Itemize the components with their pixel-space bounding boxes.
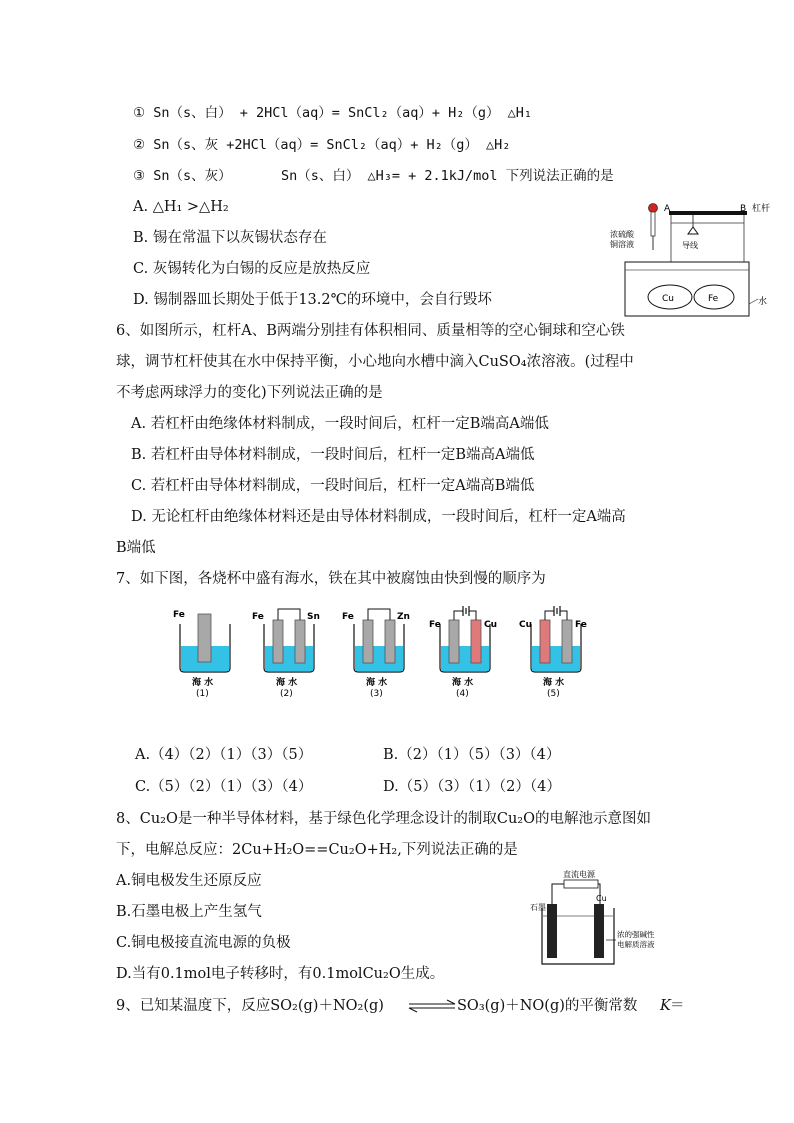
beaker-2-liquid: 海 水	[276, 678, 298, 688]
q6-option-d-line-2: B端低	[116, 540, 156, 556]
beaker-4-liquid: 海 水	[452, 678, 474, 688]
q7-option-b: B.（2）（1）（5）（3）（4）	[383, 747, 561, 763]
beaker-1	[173, 610, 230, 698]
q8-option-b: B.石墨电极上产生氢气	[116, 904, 262, 920]
beaker-5-left-label: Cu	[519, 620, 533, 630]
q7-option-a: A.（4）（2）（1）（3）（5）	[135, 747, 313, 763]
q5-option-b: B. 锡在常温下以灰锡状态存在	[133, 230, 327, 246]
lever-label-lever: 杠杆	[752, 204, 771, 214]
beakers-figure	[170, 606, 600, 698]
lever-label-cuso4-1: 浓硫酸	[610, 230, 634, 239]
beaker-3-number: (3)	[370, 689, 383, 698]
electrolysis-graphite-label: 石墨	[530, 903, 546, 912]
q6-stem-line-2: 球，调节杠杆使其在水中保持平衡，小心地向水槽中滴入CuSO₄浓溶液。(过程中	[116, 354, 634, 370]
q7-stem: 7、如下图，各烧杯中盛有海水，铁在其中被腐蚀由快到慢的顺序为	[116, 571, 546, 587]
q6-option-a: A. 若杠杆由绝缘体材料制成，一段时间后，杠杆一定B端高A端低	[131, 416, 549, 432]
q8-stem-line-2: 下，电解总反应：2Cu+H₂O==Cu₂O+H₂,下列说法正确的是	[116, 842, 518, 858]
beaker-1-liquid: 海 水	[192, 678, 214, 688]
beaker-5-right-label: Fe	[575, 620, 587, 630]
beaker-3-right-label: Zn	[397, 612, 410, 622]
lever-label-wire: 导线	[682, 241, 698, 250]
beaker-4-number: (4)	[456, 689, 469, 698]
equilibrium-arrow-icon	[407, 999, 457, 1013]
q8-option-c: C.铜电极接直流电源的负极	[116, 935, 291, 951]
q9-stem-part-2: SO₃(g)＋NO(g)的平衡常数	[457, 998, 638, 1014]
q9-k-symbol: K	[660, 998, 671, 1014]
reaction-3-left: ③ Sn（s、灰）	[133, 168, 232, 184]
q7-option-c: C.（5）（2）（1）（3）（4）	[135, 779, 313, 795]
beaker-2-right-label: Sn	[307, 612, 320, 622]
lever-label-fe: Fe	[708, 294, 719, 304]
reaction-3-right: Sn（s、白） △H₃= + 2.1kJ/mol 下列说法正确的是	[281, 168, 614, 184]
lever-label-a: A	[664, 204, 671, 214]
electrolysis-electrolyte-label-2: 电解质溶液	[617, 940, 655, 949]
q6-option-c: C. 若杠杆由导体材料制成，一段时间后，杠杆一定A端高B端低	[131, 478, 535, 494]
q6-stem-line-1: 6、如图所示，杠杆A、B两端分别挂有体积相同、质量相等的空心铜球和空心铁	[116, 323, 625, 339]
electrolysis-electrolyte-label-1: 浓的强碱性	[617, 930, 655, 939]
beaker-2	[252, 609, 320, 698]
reaction-1: ① Sn（s、白） + 2HCl（aq）= SnCl₂（aq）+ H₂（g） △H₁	[133, 105, 533, 121]
electrolysis-cu-label: Cu	[596, 894, 607, 903]
beaker-4	[429, 606, 497, 698]
lever-label-cu: Cu	[662, 294, 674, 304]
beaker-1-number: (1)	[196, 689, 209, 698]
q6-option-d-line-1: D. 无论杠杆由绝缘体材料还是由导体材料制成，一段时间后，杠杆一定A端高	[131, 509, 626, 525]
lever-figure	[608, 196, 772, 320]
beaker-4-left-label: Fe	[429, 620, 441, 630]
beaker-3-left-label: Fe	[342, 612, 354, 622]
reaction-2: ② Sn（s、灰 +2HCl（aq）= SnCl₂（aq）+ H₂（g） △H₂	[133, 137, 511, 153]
q5-option-c: C. 灰锡转化为白锡的反应是放热反应	[133, 261, 371, 277]
q6-stem-line-3: 不考虑两球浮力的变化)下列说法正确的是	[116, 385, 383, 401]
beaker-1-left-label: Fe	[173, 610, 185, 620]
beaker-5-liquid: 海 水	[543, 678, 565, 688]
beaker-5	[519, 606, 587, 698]
beaker-3	[342, 609, 410, 698]
beaker-3-liquid: 海 水	[366, 678, 388, 688]
lever-label-water: 水	[758, 297, 768, 307]
beaker-2-number: (2)	[280, 689, 293, 698]
lever-label-cuso4-2: 铜溶液	[610, 240, 634, 249]
lever-label-b: B	[740, 204, 747, 214]
q5-option-d: D. 锡制器皿长期处于低于13.2℃的环境中，会自行毁坏	[133, 292, 492, 308]
q5-option-a: A. △H₁ >△H₂	[133, 199, 229, 215]
q9-equals: ＝	[670, 998, 685, 1014]
q6-option-b: B. 若杠杆由导体材料制成，一段时间后，杠杆一定B端高A端低	[131, 447, 535, 463]
electrolysis-power-label: 直流电源	[563, 870, 595, 879]
beaker-5-number: (5)	[547, 689, 560, 698]
q9-stem-part-1: 9、已知某温度下，反应SO₂(g)＋NO₂(g)	[116, 998, 384, 1014]
electrolysis-figure	[530, 868, 670, 972]
q7-option-d: D.（5）（3）（1）（2）（4）	[383, 779, 561, 795]
beaker-4-right-label: Cu	[484, 620, 498, 630]
q8-stem-line-1: 8、Cu₂O是一种半导体材料，基于绿色化学理念设计的制取Cu₂O的电解池示意图如	[116, 811, 651, 827]
q8-option-a: A.铜电极发生还原反应	[116, 873, 262, 889]
q8-option-d: D.当有0.1mol电子转移时，有0.1molCu₂O生成。	[116, 966, 445, 982]
beaker-2-left-label: Fe	[252, 612, 264, 622]
